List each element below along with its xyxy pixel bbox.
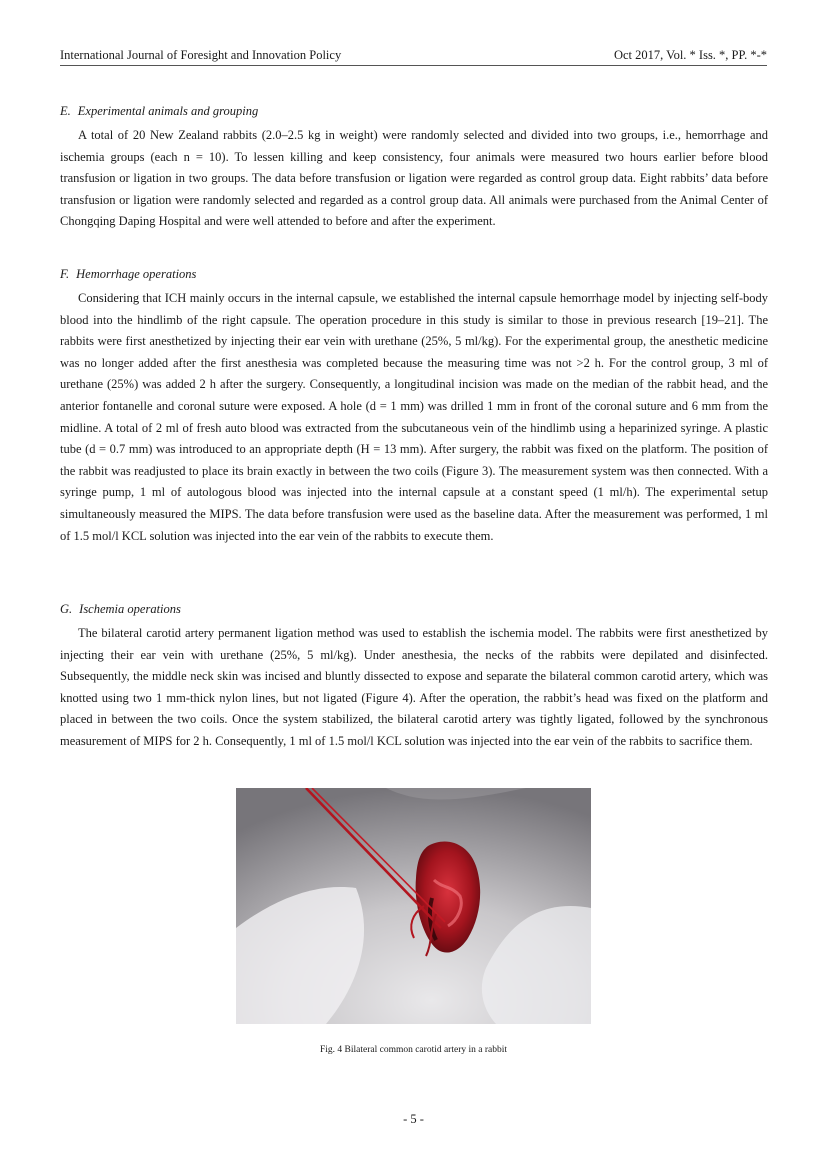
section-title: Hemorrhage operations (76, 267, 197, 281)
section-hemorrhage-operations (60, 266, 768, 547)
rabbit-carotid-photo (236, 788, 591, 1024)
figure-caption: Fig. 4 Bilateral common carotid artery in a rabbit (319, 1045, 508, 1055)
section-paragraph: Considering that ICH mainly occurs in the internal capsule, we established the internal capsule hemorrhage model by injecting self-body blood into the hindlimb of the right capsule. The operation procedure in this study is similar to those in previous research [19–21]. The rabbits were first anesthetized by injecting their ear vein with urethane (25%, 5 ml/kg). For the experimental group, the anesthetic medicine was no longer added after the first anesthesia was completed because the measuring time was not >2 h. For the control group, 3 ml of urethane (25%) was added 2 h after the surgery. Consequently, a longitudinal incision was made on the median of the rabbit head, and the anterior fontanelle and coronal suture were exposed. A hole (d = 1 mm) was drilled 1 mm in front of the coronal suture and 6 mm from the midline. A total of 2 ml of fresh auto blood was extracted from the subcutaneous vein of the hindlimb using a heparinized syringe. A plastic tube (d = 0.7 mm) was introduced to an appropriate depth (H = 13 mm). After surgery, the rabbit was fixed on the platform. The position of the rabbit was readjusted to place its brain exactly in between the two coils (Figure 3). The measurement system was then connected. With a syringe pump, 1 ml of autologous blood was injected into the internal capsule at a constant speed (1 ml/h). The experimental setup simultaneously measured the MIPS. The data before transfusion were used as the baseline data. After the measurement was performed, 1 ml of 1.5 mol/l KCL solution was injected into the ear vein of the rabbits to execute them. (60, 291, 768, 543)
issue-info: Oct 2017, Vol. * Iss. *, PP. *-* (613, 48, 767, 62)
running-header (60, 47, 767, 66)
journal-name: International Journal of Foresight and Innovation Policy (60, 48, 342, 62)
section-title: Ischemia operations (79, 602, 181, 616)
section-experimental-animals (60, 103, 768, 233)
figure-photo (236, 788, 591, 1024)
section-title: Experimental animals and grouping (77, 104, 259, 118)
section-paragraph: A total of 20 New Zealand rabbits (2.0–2.5 kg in weight) were randomly selected and divided into two groups, i.e., hemorrhage and ischemia groups (each n = 10). To lessen killing and keep consistency, four animals were measured two hours earlier before blood transfusion or ligation in two groups. The data before transfusion or ligation were regarded as control group data. Eight rabbits’ data before transfusion or ligation were randomly selected and regarded as a control group data. All animals were purchased from the Animal Center of Chongqing Daping Hospital and were well attended to before and after the experiment. (60, 128, 768, 229)
section-letter: E. (60, 104, 71, 118)
section-letter: F. (60, 267, 70, 281)
section-heading (60, 266, 768, 282)
section-ischemia-operations (60, 601, 768, 753)
section-heading (60, 103, 768, 119)
section-heading (60, 601, 768, 617)
section-letter: G. (60, 602, 73, 616)
section-paragraph: The bilateral carotid artery permanent ligation method was used to establish the ischemia model. The rabbits were first anesthetized by injecting their ear vein with urethane (25%, 5 ml/kg). Under anesthesia, the necks of the rabbits were depilated and disinfected. Subsequently, the middle neck skin was incised and bluntly dissected to expose and separate the bilateral common carotid artery, which was knotted using two 1 mm-thick nylon lines, but not ligated (Figure 4). After the operation, the rabbit’s head was fixed on the platform and placed in between the two coils. Once the system stabilized, the bilateral carotid artery was tightly ligated, followed by the synchronous measurement of MIPS for 2 h. Consequently, 1 ml of 1.5 mol/l KCL solution was injected into the ear vein of the rabbits to sacrifice them. (60, 626, 768, 748)
page-number: - 5 - (403, 1112, 424, 1126)
